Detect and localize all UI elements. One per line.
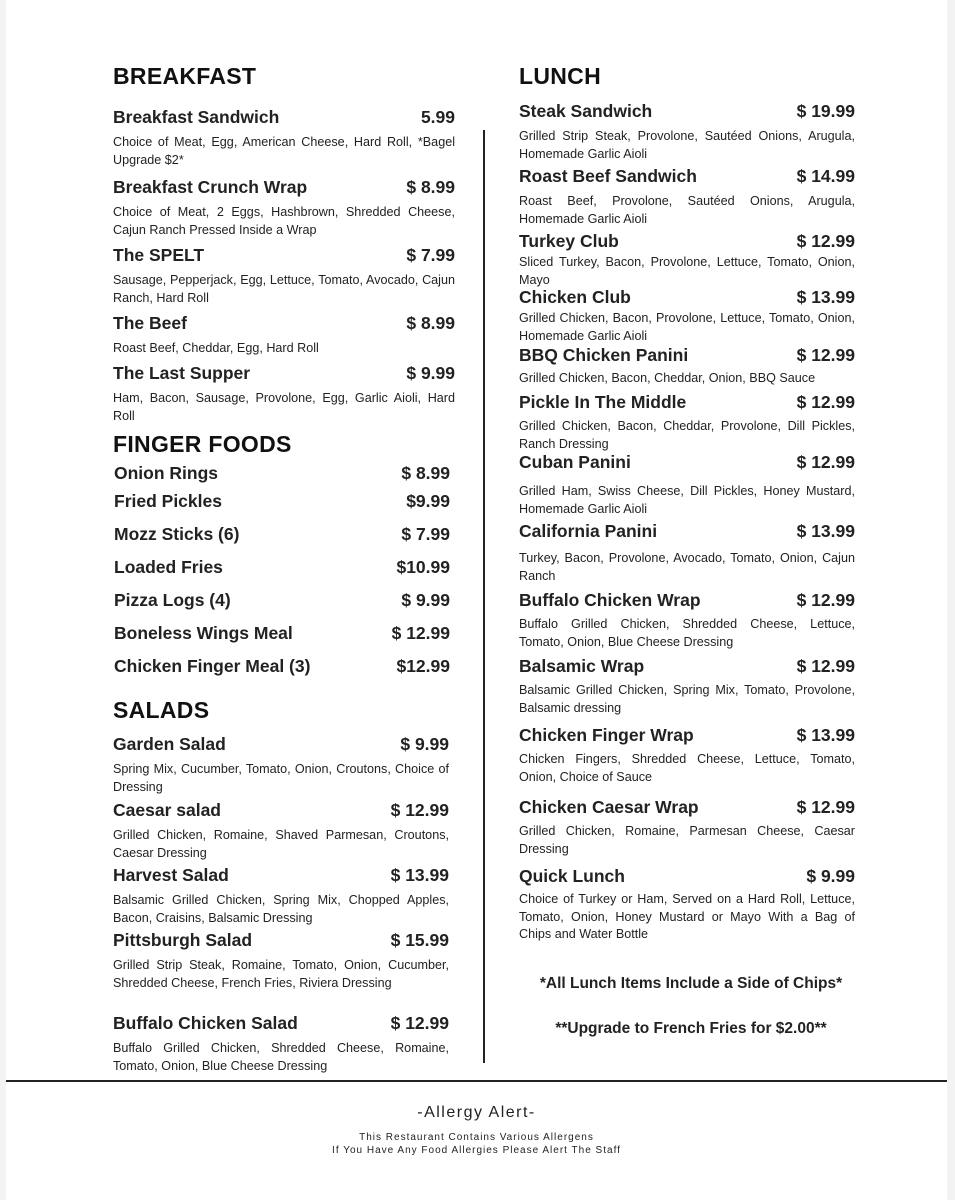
menu-item [519,866,855,944]
item-price: $ 9.99 [400,734,449,754]
item-price: $ 12.99 [796,656,855,676]
item-description: Roast Beef, Provolone, Sautéed Onions, Arugula, Homemade Garlic Aioli [519,194,855,226]
menu-item [114,463,450,484]
item-name: Garden Salad [113,734,226,754]
allergy-alert-title: -Allergy Alert- [417,1104,536,1121]
item-name: Onion Rings [114,463,219,483]
item-description: Grilled Chicken, Romaine, Parmesan Cheese, Caesar Dressing [519,824,855,856]
item-description: Grilled Chicken, Bacon, Cheddar, Onion, BBQ Sauce [519,371,816,385]
item-price: $ 12.99 [390,800,449,820]
item-name: Turkey Club [519,231,619,251]
menu-item [519,656,855,717]
item-price: $ 7.99 [401,524,450,544]
item-name: Loaded Fries [114,557,223,577]
item-description: Grilled Ham, Swiss Cheese, Dill Pickles, Honey Mustard, Homemade Garlic Aioli [519,484,855,516]
item-name: Pizza Logs (4) [114,590,231,610]
item-description: Buffalo Grilled Chicken, Shredded Cheese, Lettuce, Tomato, Onion, Blue Cheese Dressing [519,617,855,649]
menu-item [114,524,450,545]
section-heading-breakfast: BREAKFAST [113,63,257,89]
item-description: Sliced Turkey, Bacon, Provolone, Lettuce, Tomato, Onion, Mayo [519,255,855,287]
menu-item [113,363,455,425]
menu-item [113,245,455,307]
menu-item [114,590,450,611]
item-description: Choice of Turkey or Ham, Served on a Hard Roll, Lettuce, Tomato, Onion, Honey Mustard or Mayo With a Bag of Chips and Water Bottle [519,892,855,941]
section-heading-lunch: LUNCH [519,63,601,89]
item-description: Grilled Chicken, Bacon, Provolone, Lettuce, Tomato, Onion, Homemade Garlic Aioli [519,311,855,343]
item-description: Grilled Chicken, Romaine, Shaved Parmesan, Croutons, Caesar Dressing [113,828,449,860]
menu-item [114,557,450,578]
menu-item [113,865,449,927]
item-name: Caesar salad [113,800,221,820]
menu-item [114,656,450,677]
item-price: $ 9.99 [406,363,455,383]
column-divider [483,130,485,1063]
lunch-fries-upgrade-note: **Upgrade to French Fries for $2.00** [555,1020,827,1037]
item-name: Fried Pickles [114,491,222,511]
menu-item [519,797,855,858]
item-price: $ 9.99 [806,866,855,886]
item-description: Sausage, Pepperjack, Egg, Lettuce, Tomato, Avocado, Cajun Ranch, Hard Roll [113,273,455,305]
item-description: Grilled Strip Steak, Provolone, Sautéed Onions, Arugula, Homemade Garlic Aioli [519,129,855,161]
item-name: BBQ Chicken Panini [519,345,689,365]
item-name: Roast Beef Sandwich [519,166,697,186]
menu-item [113,1013,449,1075]
item-name: Chicken Finger Meal (3) [114,656,311,676]
item-price: $ 13.99 [796,521,855,541]
item-description: Choice of Meat, Egg, American Cheese, Hard Roll, *Bagel Upgrade $2* [113,135,455,167]
item-name: Balsamic Wrap [519,656,645,676]
allergy-alert-line-2: If You Have Any Food Allergies Please Alert The Staff [332,1145,621,1156]
menu-page [6,0,947,1200]
item-name: Chicken Club [519,287,631,307]
item-name: Chicken Caesar Wrap [519,797,699,817]
section-heading-finger-foods: FINGER FOODS [113,431,292,457]
item-name: Quick Lunch [519,866,625,886]
menu-item [113,313,455,358]
item-name: Breakfast Crunch Wrap [113,177,308,197]
footer-divider [6,1080,947,1082]
menu-item [113,177,455,239]
item-price: $ 19.99 [796,101,855,121]
item-price: $ 13.99 [796,287,855,307]
menu-item [113,107,455,169]
item-name: Buffalo Chicken Salad [113,1013,298,1033]
item-description: Balsamic Grilled Chicken, Spring Mix, Tomato, Provolone, Balsamic dressing [519,683,855,715]
item-price: $ 12.99 [796,797,855,817]
item-price: $ 13.99 [390,865,449,885]
item-description: Grilled Chicken, Bacon, Cheddar, Provolone, Dill Pickles, Ranch Dressing [519,419,855,451]
menu-item [519,345,855,388]
item-price: $ 13.99 [796,725,855,745]
item-price: $ 12.99 [391,623,450,643]
allergy-alert-line-1: This Restaurant Contains Various Allergens [359,1132,594,1143]
menu-item [519,392,855,453]
item-description: Roast Beef, Cheddar, Egg, Hard Roll [113,341,319,355]
menu-item [519,166,855,228]
item-name: Pittsburgh Salad [113,930,253,950]
item-price: $ 12.99 [796,590,855,610]
item-description: Turkey, Bacon, Provolone, Avocado, Tomato, Onion, Cajun Ranch [519,551,855,583]
menu-item [113,930,449,992]
item-name: The Last Supper [113,363,251,383]
item-name: Mozz Sticks (6) [114,524,240,544]
menu-item [519,521,855,585]
item-price: $ 12.99 [796,345,855,365]
menu-item [519,590,855,651]
item-description: Grilled Strip Steak, Romaine, Tomato, Onion, Cucumber, Shredded Cheese, French Fries, Riviera Dressing [113,958,449,990]
item-name: Buffalo Chicken Wrap [519,590,701,610]
item-price: $ 8.99 [406,313,455,333]
lunch-chips-note: *All Lunch Items Include a Side of Chips* [539,975,843,992]
item-name: Boneless Wings Meal [114,623,293,643]
menu-item [114,623,450,644]
item-name: Chicken Finger Wrap [519,725,694,745]
section-heading-salads: SALADS [113,697,210,723]
item-name: The Beef [113,313,187,333]
item-price: $ 12.99 [796,231,855,251]
menu-item [519,452,855,518]
menu-item [519,287,855,345]
item-name: Cuban Panini [519,452,631,472]
item-name: Pickle In The Middle [519,392,687,412]
item-price: $9.99 [406,491,450,511]
item-price: $ 9.99 [401,590,450,610]
item-description: Buffalo Grilled Chicken, Shredded Cheese, Romaine, Tomato, Onion, Blue Cheese Dressing [113,1041,449,1073]
item-name: California Panini [519,521,658,541]
item-description: Balsamic Grilled Chicken, Spring Mix, Chopped Apples, Bacon, Craisins, Balsamic Dressing [113,893,449,925]
menu-item [113,800,449,862]
item-price: $ 12.99 [796,392,855,412]
item-description: Spring Mix, Cucumber, Tomato, Onion, Croutons, Choice of Dressing [113,762,449,794]
item-price: 5.99 [420,107,455,127]
item-price: $ 15.99 [390,930,449,950]
item-price: $ 12.99 [796,452,855,472]
item-price: $12.99 [396,656,450,676]
menu-item [114,491,450,512]
menu-item [519,101,855,163]
item-description: Choice of Meat, 2 Eggs, Hashbrown, Shredded Cheese, Cajun Ranch Pressed Inside a Wrap [113,205,455,237]
item-price: $ 7.99 [406,245,455,265]
item-name: The SPELT [113,245,205,265]
item-description: Ham, Bacon, Sausage, Provolone, Egg, Garlic Aioli, Hard Roll [113,391,455,423]
item-price: $ 14.99 [796,166,855,186]
item-price: $ 8.99 [406,177,455,197]
item-name: Harvest Salad [113,865,229,885]
item-description: Chicken Fingers, Shredded Cheese, Lettuce, Tomato, Onion, Choice of Sauce [519,752,855,784]
menu-item [113,734,449,796]
menu-item [519,231,855,289]
item-price: $10.99 [396,557,450,577]
item-name: Breakfast Sandwich [113,107,280,127]
item-price: $ 12.99 [390,1013,449,1033]
menu-item [519,725,855,786]
item-price: $ 8.99 [401,463,450,483]
item-name: Steak Sandwich [519,101,653,121]
